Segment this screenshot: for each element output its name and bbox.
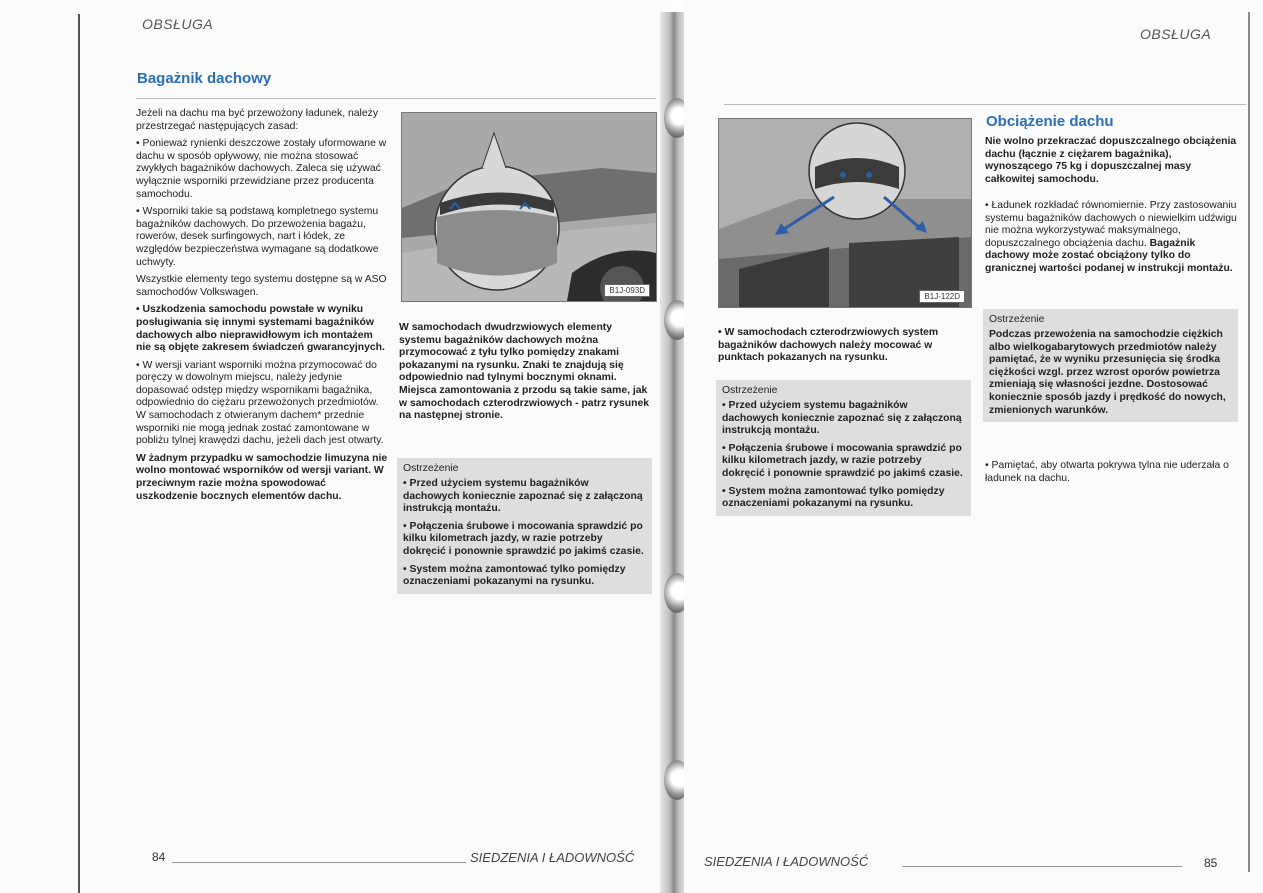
right-header: OBSŁUGA [1140,26,1212,42]
left-warning-box [397,458,652,594]
warning-text: Podczas przewożenia na samochodzie ciężkich albo wielkogabarytowych przedmiotów należy pamiętać, że w wyniku przesunięcia się środka ciężkości wzgl. przez wzrost oporów powietrza zmieniają się własności jezdne. Dostosować koniecznie sposób jazdy i prędkość do nowych, zmienionych warunków. [989,329,1226,416]
car-roof-illustration [719,119,971,307]
warning-item: • Przed użyciem systemu bagażników dachowych koniecznie zapoznać się z załączoną instrukcją montażu. [722,400,962,437]
left-paragraph: • Wsporniki takie są podstawą kompletnego systemu bagażników dachowych. Do przewożenia bagażu, rowerów, desek surfingowych, nart i łódek, ze względów bezpieczeństwa wymagane są dodatkowe uchwyty. [136,206,379,268]
left-paragraph: • Uszkodzenia samochodu powstałe w wyniku posługiwania się innymi systemami bagażników dachowych albo nieprawidłowym ich montażem nie są objęte zakresem świadczeń gwarancyjnych. [136,304,385,354]
figure-code: B1J-093D [604,284,650,297]
warning-item: • Przed użyciem systemu bagażników dachowych koniecznie zapoznać się z załączoną instrukcją montażu. [403,478,643,515]
header-rule [136,98,656,99]
footer-rule [902,866,1182,867]
warning-item: • System można zamontować tylko pomiędzy oznaczeniami pokazanymi na rysunku. [722,485,945,510]
right-warning-box [716,380,971,516]
left-section-title: Bagażnik dachowy [137,70,272,87]
left-paragraph: • W wersji variant wsporniki można przymocować do poręczy w dowolnym miejscu, należy jedynie dopasować odstęp między wspornikami bagażnika, odpowiednio do ciężaru przewożonych przedmiotów. W samochodach z otwieranym dachem* przednie wsporniki nie mogą jednak zostać zamontowane w pobliżu tylnej krawędzi dachu, jeżeli dach jest otwarty. [136,359,384,447]
page-edge [1248,12,1250,872]
left-header: OBSŁUGA [142,16,214,32]
right-page-number: 85 [1204,856,1218,870]
header-rule [724,104,1246,105]
left-paragraph: Wszystkie elementy tego systemu dostępne są w ASO samochodów Volkswagen. [136,274,387,298]
roof-load-paragraph [985,200,1237,276]
footer-rule [172,862,466,863]
right-warning-box-2 [983,309,1238,422]
left-column-1 [136,108,388,508]
roof-load-intro: Nie wolno przekraczać dopuszczalnego obciążenia dachu (łącznie z ciężarem bagażnika), wynoszącego 75 kg i dopuszczalnej masy całkowitej samochodu. [985,136,1237,185]
roof-load-bold-text: Bagażnik dachowy może zostać obciążony tylko do granicznej wartości podanej w instrukcji montażu. [985,237,1233,274]
left-column-2-text: W samochodach dwudrzwiowych elementy systemu bagażników dachowych można przymocować z tyłu tylko pomiędzy znakami pokazanymi na rysunku. Znaki te znajdują się odpowiednio nad tylnymi bocznymi oknami. Miejsca zamontowania z przodu są takie same, jak w samochodach czterodrzwiowych - patrz rysunek na następnej stronie. [399,322,650,422]
right-page [684,0,1263,893]
warning-title: Ostrzeżenie [989,314,1045,325]
figure-two-door-roof [401,112,657,302]
figure-four-door-roof [718,118,972,308]
car-rear-illustration [402,113,656,301]
roof-load-text: • Ładunek rozkładać równomiernie. Przy zastosowaniu systemu bagażników dachowych o niewielkim udźwigu nie można wykorzystywać maksymalnego, dopuszczalnego obciążenia dachu. [985,200,1237,249]
warning-title: Ostrzeżenie [722,385,778,396]
figure-code: B1J-122D [919,290,965,303]
left-paragraph: Jeżeli na dachu ma być przewożony ładunek, należy przestrzegać następujących zasad: [136,108,379,132]
page-edge [78,14,80,893]
right-footer: SIEDZENIA I ŁADOWNOŚĆ [704,854,869,869]
right-column-1-text: • W samochodach czterodrzwiowych system bagażników dachowych należy mocować w punktach pokazanych na rysunku. [718,327,939,364]
warning-title: Ostrzeżenie [403,463,459,474]
warning-item: • Połączenia śrubowe i mocowania sprawdzić po kilku kilometrach jazdy, w razie potrzeby dokręcić i ponownie sprawdzić po jakimś czasie. [403,520,644,557]
tailgate-note: • Pamiętać, aby otwarta pokrywa tylna nie uderzała o ładunek na dachu. [985,460,1229,484]
warning-item: • Połączenia śrubowe i mocowania sprawdzić po kilku kilometrach jazdy, w razie potrzeby dokręcić i ponownie sprawdzić po jakimś czasie. [722,442,963,479]
warning-item: • System można zamontować tylko pomiędzy oznaczeniami pokazanymi na rysunku. [403,563,626,588]
left-paragraph: W żadnym przypadku w samochodzie limuzyna nie wolno montować wsporników od wersji variant. W przeciwnym razie można spowodować uszkodzenie bocznych elementów dachu. [136,452,388,502]
left-page-number: 84 [152,850,166,864]
left-paragraph: • Ponieważ rynienki deszczowe zostały uformowane w dachu w sposób opływowy, nie można stosować zwykłych bagażników dachowych. Zaleca się używać wyłącznie wsporniki przewidziane przez producenta samochodu. [136,138,387,200]
left-footer: SIEDZENIA I ŁADOWNOŚĆ [470,850,635,865]
right-section-title: Obciążenie dachu [986,113,1114,130]
